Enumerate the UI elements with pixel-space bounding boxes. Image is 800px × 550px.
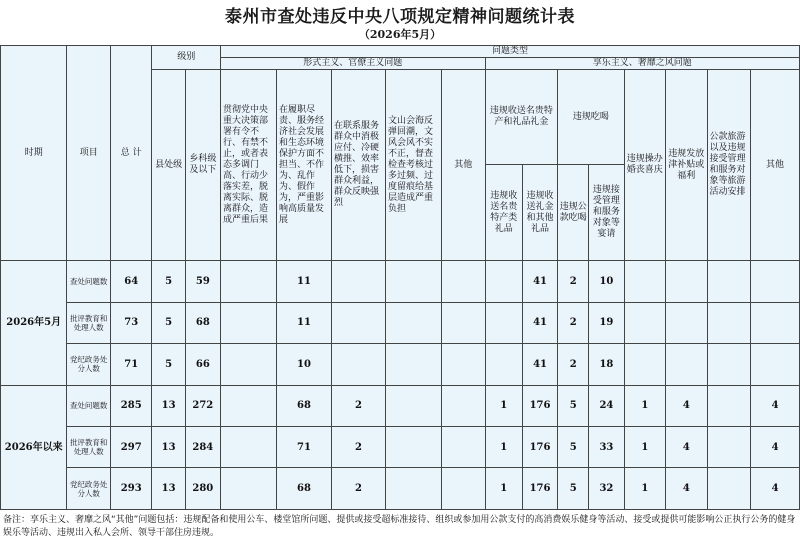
cell-formalism-service — [331, 302, 385, 343]
cell-dining-public: 2 — [558, 344, 589, 385]
item-cell: 查处问题数 — [67, 261, 111, 302]
footnote: 备注：享乐主义、奢靡之风“其他”问题包括：违规配备和使用公车、楼堂馆所问题、提供或接受超标准接待、组织或参加用公款支付的高消费娱乐健身等活动、接受或提供可能影响公正执行公务的健身娱乐等活动、违规出入私人会所、领导干部住房违规。 — [3, 515, 796, 538]
period-cell: 2026年5月 — [1, 261, 67, 385]
cell-formalism-duty: 11 — [277, 261, 332, 302]
cell-total: 73 — [110, 302, 152, 343]
header-subsidies: 违规发放津补贴或福利 — [666, 70, 708, 261]
cell-hedonism-other — [751, 261, 800, 302]
cell-travel — [707, 261, 751, 302]
cell-township-level: 68 — [185, 302, 220, 343]
table-row — [1, 468, 800, 510]
cell-formalism-meetings — [385, 385, 441, 426]
header-period: 时期 — [1, 46, 67, 261]
cell-township-level: 66 — [185, 344, 220, 385]
header-county-level: 县处级 — [152, 70, 185, 261]
header-formalism: 形式主义、官僚主义问题 — [220, 58, 485, 70]
cell-weddings — [624, 261, 666, 302]
header-dining-public: 违规公款吃喝 — [558, 165, 589, 261]
cell-subsidies: 4 — [666, 385, 708, 426]
cell-county-level: 13 — [152, 385, 185, 426]
item-cell: 党纪政务处分人数 — [67, 468, 111, 510]
cell-gifts-money: 176 — [522, 468, 557, 510]
cell-formalism-other — [441, 468, 485, 510]
cell-formalism-service: 2 — [331, 427, 385, 468]
cell-formalism-decisions — [220, 468, 276, 510]
cell-travel — [707, 427, 751, 468]
cell-formalism-duty: 11 — [277, 302, 332, 343]
cell-dining-banquet: 24 — [589, 385, 624, 426]
statistics-table — [0, 45, 800, 510]
cell-dining-banquet: 32 — [589, 468, 624, 510]
cell-weddings — [624, 302, 666, 343]
header-gifts-specialty: 违规收送名贵特产类礼品 — [485, 165, 522, 261]
item-cell: 党纪政务处分人数 — [67, 344, 111, 385]
cell-formalism-service — [331, 344, 385, 385]
report-title: 泰州市查处违反中央八项规定精神问题统计表 — [225, 7, 575, 27]
cell-township-level: 284 — [185, 427, 220, 468]
cell-county-level: 5 — [152, 302, 185, 343]
cell-formalism-other — [441, 427, 485, 468]
cell-dining-public: 5 — [558, 427, 589, 468]
cell-gifts-specialty: 1 — [485, 385, 522, 426]
cell-weddings: 1 — [624, 385, 666, 426]
table-row — [1, 427, 800, 468]
cell-formalism-other — [441, 261, 485, 302]
cell-formalism-duty: 68 — [277, 385, 332, 426]
cell-dining-public: 5 — [558, 385, 589, 426]
cell-hedonism-other — [751, 302, 800, 343]
header-gifts: 违规收送名贵特产和礼品礼金 — [485, 70, 558, 165]
cell-hedonism-other: 4 — [751, 427, 800, 468]
cell-dining-banquet: 19 — [589, 302, 624, 343]
cell-township-level: 272 — [185, 385, 220, 426]
cell-formalism-meetings — [385, 427, 441, 468]
cell-township-level: 59 — [185, 261, 220, 302]
cell-hedonism-other — [751, 344, 800, 385]
header-township-level: 乡科级及以下 — [185, 70, 220, 261]
cell-formalism-decisions — [220, 344, 276, 385]
header-hedonism-other: 其他 — [751, 70, 800, 261]
cell-gifts-money: 176 — [522, 385, 557, 426]
cell-formalism-other — [441, 344, 485, 385]
cell-formalism-meetings — [385, 302, 441, 343]
table-row — [1, 385, 800, 426]
cell-county-level: 13 — [152, 427, 185, 468]
header-dining: 违规吃喝 — [558, 70, 624, 165]
report-subtitle: （2026年5月） — [358, 28, 442, 41]
cell-subsidies: 4 — [666, 468, 708, 510]
cell-gifts-specialty — [485, 344, 522, 385]
header-dining-banquet: 违规接受管理和服务对象等宴请 — [589, 165, 624, 261]
item-cell: 批评教育和处理人数 — [67, 427, 111, 468]
header-total: 总 计 — [110, 46, 152, 261]
cell-gifts-money: 41 — [522, 344, 557, 385]
cell-formalism-decisions — [220, 302, 276, 343]
cell-travel — [707, 385, 751, 426]
cell-subsidies: 4 — [666, 427, 708, 468]
cell-total: 293 — [110, 468, 152, 510]
header-row-1 — [1, 46, 800, 58]
cell-gifts-specialty: 1 — [485, 468, 522, 510]
cell-travel — [707, 468, 751, 510]
cell-formalism-duty: 10 — [277, 344, 332, 385]
cell-formalism-other — [441, 302, 485, 343]
item-cell: 查处问题数 — [67, 385, 111, 426]
cell-dining-banquet: 10 — [589, 261, 624, 302]
cell-dining-banquet: 33 — [589, 427, 624, 468]
cell-total: 297 — [110, 427, 152, 468]
cell-travel — [707, 302, 751, 343]
cell-formalism-meetings — [385, 344, 441, 385]
cell-hedonism-other: 4 — [751, 385, 800, 426]
cell-formalism-decisions — [220, 385, 276, 426]
cell-county-level: 5 — [152, 261, 185, 302]
period-cell: 2026年以来 — [1, 385, 67, 509]
cell-gifts-specialty — [485, 261, 522, 302]
cell-hedonism-other: 4 — [751, 468, 800, 510]
cell-formalism-other — [441, 385, 485, 426]
cell-formalism-service — [331, 261, 385, 302]
cell-dining-public: 2 — [558, 261, 589, 302]
header-problem-type: 问题类型 — [220, 46, 799, 58]
cell-formalism-duty: 68 — [277, 468, 332, 510]
cell-gifts-money: 41 — [522, 261, 557, 302]
header-formalism-meetings: 文山会海反弹回潮，文风会风不实不正，督查检查考核过多过频、过度留痕给基层造成严重负担 — [385, 70, 441, 261]
header-formalism-duty: 在履职尽责、服务经济社会发展和生态环境保护方面不担当、不作为、乱作为、假作为，严重影响高质量发展 — [277, 70, 332, 261]
header-level: 级别 — [152, 46, 220, 70]
header-formalism-decisions: 贯彻党中央重大决策部署有令不行、有禁不止，或者表态多调门高、行动少落实差，脱离实际、脱离群众，造成严重后果 — [220, 70, 276, 261]
cell-county-level: 13 — [152, 468, 185, 510]
cell-subsidies — [666, 344, 708, 385]
cell-gifts-specialty: 1 — [485, 427, 522, 468]
cell-township-level: 280 — [185, 468, 220, 510]
header-formalism-service: 在联系服务群众中消极应付、冷硬横推、效率低下，损害群众利益，群众反映强烈 — [331, 70, 385, 261]
cell-formalism-meetings — [385, 468, 441, 510]
header-formalism-other: 其他 — [441, 70, 485, 261]
cell-total: 285 — [110, 385, 152, 426]
cell-formalism-decisions — [220, 261, 276, 302]
cell-formalism-decisions — [220, 427, 276, 468]
cell-gifts-money: 176 — [522, 427, 557, 468]
cell-formalism-duty: 71 — [277, 427, 332, 468]
cell-formalism-service: 2 — [331, 385, 385, 426]
cell-weddings: 1 — [624, 468, 666, 510]
header-travel: 公款旅游以及违规接受管理和服务对象等旅游活动安排 — [707, 70, 751, 261]
cell-subsidies — [666, 261, 708, 302]
header-gifts-money: 违规收送礼金和其他礼品 — [522, 165, 557, 261]
cell-weddings: 1 — [624, 427, 666, 468]
cell-formalism-meetings — [385, 261, 441, 302]
header-item: 项目 — [67, 46, 111, 261]
header-weddings: 违规操办婚丧喜庆 — [624, 70, 666, 261]
table-row — [1, 344, 800, 385]
header-hedonism: 享乐主义、奢靡之风问题 — [485, 58, 799, 70]
cell-gifts-money: 41 — [522, 302, 557, 343]
table-row — [1, 261, 800, 302]
cell-total: 64 — [110, 261, 152, 302]
item-cell: 批评教育和处理人数 — [67, 302, 111, 343]
cell-weddings — [624, 344, 666, 385]
cell-dining-banquet: 18 — [589, 344, 624, 385]
cell-travel — [707, 344, 751, 385]
cell-formalism-service: 2 — [331, 468, 385, 510]
cell-gifts-specialty — [485, 302, 522, 343]
cell-dining-public: 2 — [558, 302, 589, 343]
cell-dining-public: 5 — [558, 468, 589, 510]
cell-county-level: 5 — [152, 344, 185, 385]
cell-subsidies — [666, 302, 708, 343]
cell-total: 71 — [110, 344, 152, 385]
table-row — [1, 302, 800, 343]
